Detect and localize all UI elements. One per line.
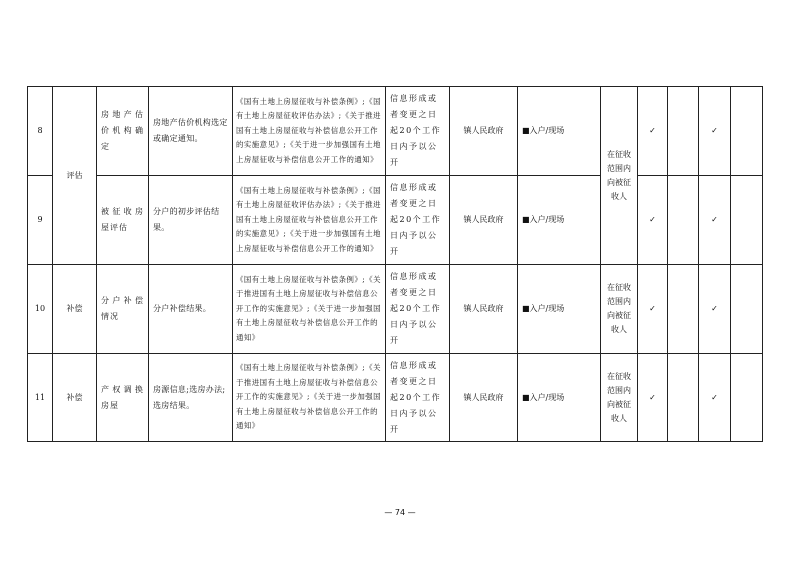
check-mark-icon: ✓ bbox=[638, 354, 668, 442]
content-cell: 分户的初步评估结果。 bbox=[149, 176, 233, 265]
time-limit-cell: 信息形成或者变更之日起20个工作日内予以公开 bbox=[386, 176, 450, 265]
basis-cell: 《国有土地上房屋征收与补偿条例》;《关于推进国有土地上房屋征收与补偿信息公开工作的实施意见》;《关于进一步加强国有土地上房屋征收与补偿信息公开工作的通知》 bbox=[233, 265, 386, 354]
time-limit-cell: 信息形成或者变更之日起20个工作日内予以公开 bbox=[386, 87, 450, 176]
item-cell: 房地产估价机构确定 bbox=[97, 87, 149, 176]
subject-cell: 镇人民政府 bbox=[450, 265, 518, 354]
scope-text: 在征收范围内向被征收人 bbox=[607, 149, 631, 201]
item-cell: 分户补偿情况 bbox=[97, 265, 149, 354]
subject-cell: 镇人民政府 bbox=[450, 354, 518, 442]
empty-cell bbox=[731, 87, 763, 176]
check-mark-icon: ✓ bbox=[699, 265, 731, 354]
table-row bbox=[28, 87, 763, 176]
empty-cell bbox=[668, 354, 699, 442]
row-number: 8 bbox=[28, 87, 53, 176]
basis-cell: 《国有土地上房屋征收与补偿条例》;《关于推进国有土地上房屋征收与补偿信息公开工作的实施意见》;《关于进一步加强国有土地上房屋征收与补偿信息公开工作的通知》 bbox=[233, 354, 386, 442]
basis-cell: 《国有土地上房屋征收与补偿条例》;《国有土地上房屋征收评估办法》;《关于推进国有土地上房屋征收与补偿信息公开工作的实施意见》;《关于进一步加强国有土地上房屋征收与补偿信息公开工作的通知》 bbox=[233, 176, 386, 265]
time-limit-cell: 信息形成或者变更之日起20个工作日内予以公开 bbox=[386, 265, 450, 354]
scope-cell bbox=[601, 87, 638, 265]
check-mark-icon: ✓ bbox=[699, 87, 731, 176]
subject-cell: 镇人民政府 bbox=[450, 176, 518, 265]
empty-cell bbox=[731, 176, 763, 265]
empty-cell bbox=[668, 265, 699, 354]
scope-cell bbox=[601, 354, 638, 442]
row-number: 11 bbox=[28, 354, 53, 442]
empty-cell bbox=[731, 265, 763, 354]
check-mark-icon: ✓ bbox=[638, 87, 668, 176]
check-mark-icon: ✓ bbox=[699, 354, 731, 442]
scope-cell bbox=[601, 265, 638, 354]
empty-cell bbox=[731, 354, 763, 442]
row-number: 9 bbox=[28, 176, 53, 265]
table-row bbox=[28, 176, 763, 265]
basis-cell: 《国有土地上房屋征收与补偿条例》;《国有土地上房屋征收评估办法》;《关于推进国有土地上房屋征收与补偿信息公开工作的实施意见》;《关于进一步加强国有土地上房屋征收与补偿信息公开工作的通知》 bbox=[233, 87, 386, 176]
check-mark-icon: ✓ bbox=[638, 265, 668, 354]
content-cell: 房源信息;选房办法;选房结果。 bbox=[149, 354, 233, 442]
table-row bbox=[28, 354, 763, 442]
channel-cell: ■入户/现场 bbox=[518, 265, 601, 354]
empty-cell bbox=[668, 176, 699, 265]
table-row bbox=[28, 265, 763, 354]
check-mark-icon: ✓ bbox=[638, 176, 668, 265]
time-limit-cell: 信息形成或者变更之日起20个工作日内予以公开 bbox=[386, 354, 450, 442]
category-cell: 补偿 bbox=[53, 265, 97, 354]
item-cell: 被征收房屋评估 bbox=[97, 176, 149, 265]
category-cell: 补偿 bbox=[53, 354, 97, 442]
channel-cell: ■入户/现场 bbox=[518, 87, 601, 176]
item-cell: 产权调换房屋 bbox=[97, 354, 149, 442]
category-cell: 评估 bbox=[53, 87, 97, 265]
content-cell: 分户补偿结果。 bbox=[149, 265, 233, 354]
channel-cell: ■入户/现场 bbox=[518, 176, 601, 265]
check-mark-icon: ✓ bbox=[699, 176, 731, 265]
empty-cell bbox=[668, 87, 699, 176]
page-number: — 74 — bbox=[384, 508, 416, 517]
scope-text: 在征收范围内向被征收人 bbox=[607, 283, 631, 334]
subject-cell: 镇人民政府 bbox=[450, 87, 518, 176]
disclosure-table bbox=[27, 86, 763, 442]
channel-cell: ■入户/现场 bbox=[518, 354, 601, 442]
row-number: 10 bbox=[28, 265, 53, 354]
content-cell: 房地产估价机构选定或确定通知。 bbox=[149, 87, 233, 176]
scope-text: 在征收范围内向被征收人 bbox=[607, 371, 631, 423]
